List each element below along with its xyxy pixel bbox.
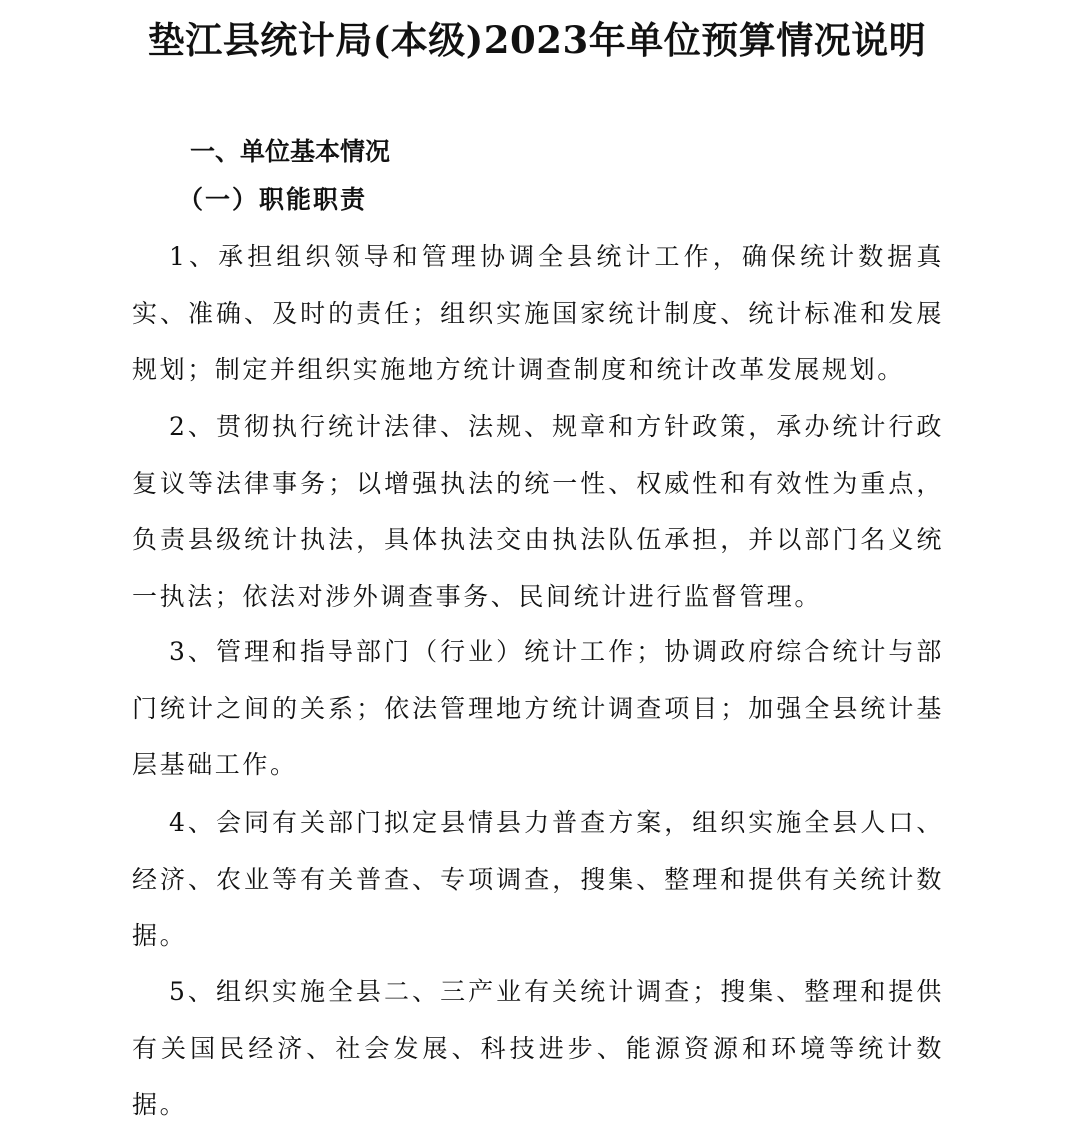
document-title: 垫江县统计局(本级)2023年单位预算情况说明: [147, 18, 927, 62]
paragraph-duty-1: 1、承担组织领导和管理协调全县统计工作，确保统计数据真实、准确、及时的责任；组织实施国家统计制度、统计标准和发展规划；制定并组织实施地方统计调查制度和统计改革发展规划。: [132, 242, 944, 385]
paragraph-duty-4: 4、会同有关部门拟定县情县力普查方案，组织实施全县人口、经济、农业等有关普查、专项调查，搜集、整理和提供有关统计数据。: [132, 808, 944, 951]
sub-heading: （一）职能职责: [178, 185, 368, 214]
paragraph-duty-3: 3、管理和指导部门（行业）统计工作；协调政府综合统计与部门统计之间的关系；依法管理地方统计调查项目；加强全县统计基层基础工作。: [132, 637, 944, 780]
paragraph-duty-5: 5、组织实施全县二、三产业有关统计调查；搜集、整理和提供有关国民经济、社会发展、科技进步、能源资源和环境等统计数据。: [132, 977, 944, 1120]
section-heading: 一、单位基本情况: [190, 137, 391, 166]
paragraph-duty-2: 2、贯彻执行统计法律、法规、规章和方针政策，承办统计行政复议等法律事务；以增强执法的统一性、权威性和有效性为重点，负责县级统计执法，具体执法交由执法队伍承担，并以部门名义统一执法；依法对涉外调查事务、民间统计进行监督管理。: [132, 412, 944, 611]
